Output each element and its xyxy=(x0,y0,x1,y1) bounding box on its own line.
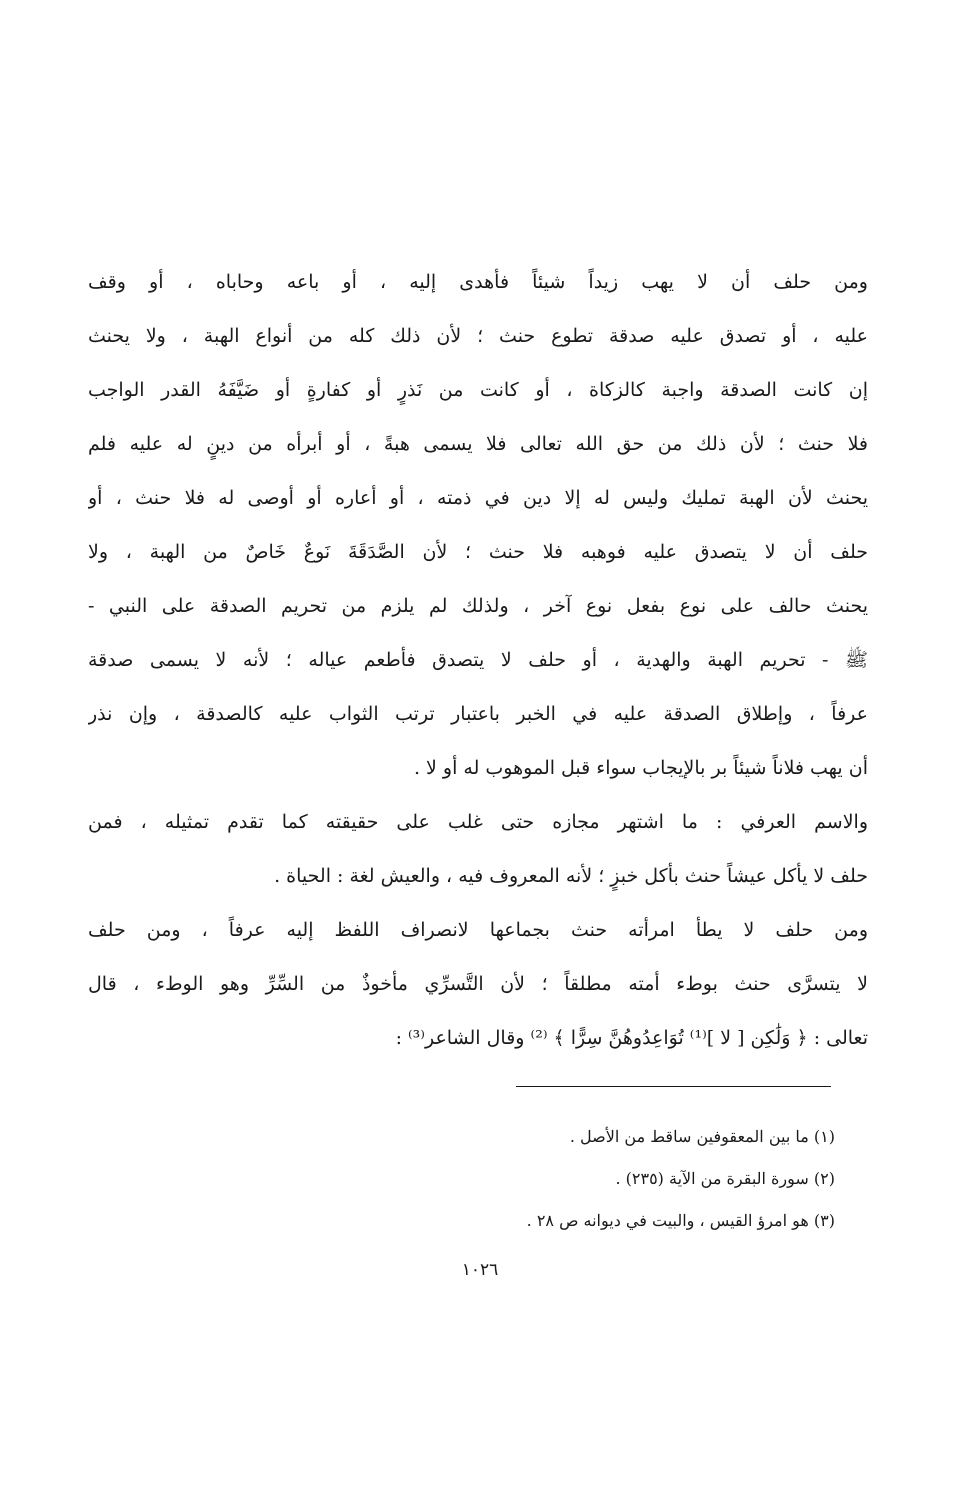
text-line: أن يهب فلاناً شيئاً بر بالإيجاب سواء قبل الموهوب له أو لا . xyxy=(413,757,868,779)
text-line: ومن حلف لا يطأ امرأته حنث بجماعها لانصراف اللفظ إليه عرفاً ، ومن حلف xyxy=(88,919,868,941)
footnote-3: (٣) هو امرؤ القيس ، والبيت في ديوانه ص ٢٨ . xyxy=(526,1211,835,1230)
text-line: يحنث لأن الهبة تمليك وليس له إلا دين في ذمته ، أو أعاره أو أوصى له فلا حنث ، أو xyxy=(88,487,868,509)
text-line: عرفاً ، وإطلاق الصدقة عليه في الخبر باعتبار ترتب الثواب عليه كالصدقة ، وإن نذر xyxy=(88,703,868,725)
text-line: ومن حلف أن لا يهب زيداً شيئاً فأهدى إليه ، أو باعه وحاباه ، أو وقف xyxy=(88,271,868,293)
page-number: ١٠٢٦ xyxy=(461,1260,499,1280)
text-line: عليه ، أو تصدق عليه صدقة تطوع حنث ؛ لأن ذلك كله من أنواع الهبة ، ولا يحنث xyxy=(88,325,868,347)
text-line: حلف أن لا يتصدق عليه فوهبه فلا حنث ؛ لأن الصَّدَقَةَ نَوعٌ خَاصٌ من الهبة ، ولا xyxy=(88,541,868,563)
footnotes xyxy=(300,1116,835,1242)
text-line: إن كانت الصدقة واجبة كالزكاة ، أو كانت من نَذرٍ أو كفارةٍ أو ضَيَّفَهُ القدر الواجب xyxy=(88,379,868,401)
text-line: فلا حنث ؛ لأن ذلك من حق الله تعالى فلا يسمى هبةً ، أو أبرأه من دينٍ له عليه فلم xyxy=(88,433,868,455)
text-line: يحنث حالف على نوع بفعل نوع آخر ، ولذلك لم يلزم من تحريم الصدقة على النبي - xyxy=(88,595,868,617)
text-line: ﷺ - تحريم الهبة والهدية ، أو حلف لا يتصدق فأطعم عياله ؛ لأنه لا يسمى صدقة xyxy=(88,649,868,671)
body-text xyxy=(88,255,868,1065)
text-line: لا يتسرَّى حنث بوطء أمته مطلقاً ؛ لأن التَّسرِّي مأخوذٌ من السِّرِّ وهو الوطء ، قال xyxy=(88,973,868,995)
footnote-2: (٢) سورة البقرة من الآية (٢٣٥) . xyxy=(615,1169,835,1188)
footnote-divider xyxy=(516,1086,831,1087)
text-line: تعالى : ﴿ وَلَٰكِن [ لا ]⁽¹⁾ تُوَاعِدُوهُنَّ سِرًّا ﴾ ⁽²⁾ وقال الشاعر⁽³⁾ : xyxy=(395,1027,868,1049)
footnote-1: (١) ما بين المعقوفين ساقط من الأصل . xyxy=(569,1127,835,1146)
text-line: حلف لا يأكل عيشاً حنث بأكل خبزٍ ؛ لأنه المعروف فيه ، والعيش لغة : الحياة . xyxy=(274,865,868,887)
text-line: والاسم العرفي : ما اشتهر مجازه حتى غلب على حقيقته كما تقدم تمثيله ، فمن xyxy=(88,811,868,833)
